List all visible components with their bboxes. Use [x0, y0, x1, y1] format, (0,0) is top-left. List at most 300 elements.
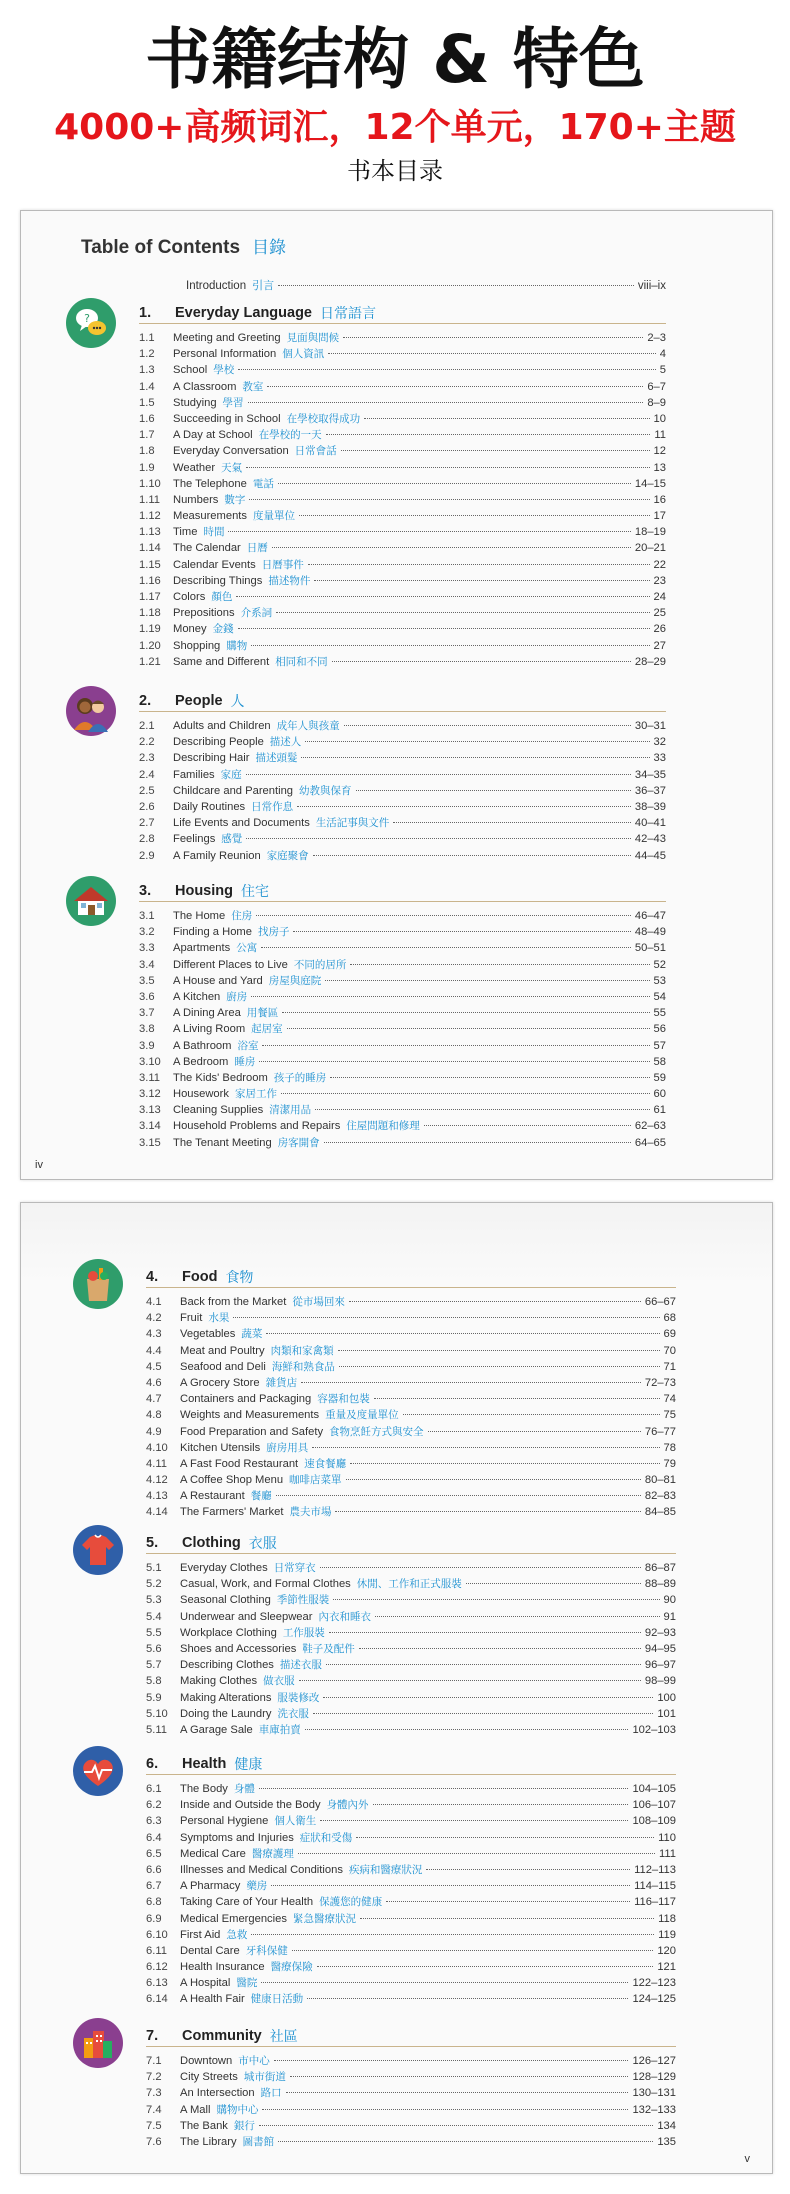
entry-title: Food Preparation and Safety	[180, 1425, 324, 1438]
entry-title: Doing the Laundry	[180, 1707, 272, 1720]
entry-number: 6.2	[146, 1799, 162, 1812]
entry-title: Medical Emergencies	[180, 1912, 287, 1925]
leader-dots	[428, 1431, 641, 1432]
entry-number: 5.11	[146, 1723, 167, 1736]
entry-number: 2.4	[139, 768, 155, 781]
entry-number: 4.14	[146, 1506, 168, 1519]
entry-title-zh: 描述衣服	[279, 1659, 322, 1672]
entry-number: 5.5	[146, 1626, 162, 1639]
entry-title-zh: 市中心	[238, 2055, 270, 2067]
entry-number: 3.11	[139, 1071, 160, 1084]
entry-number: 6.1	[146, 1783, 162, 1795]
leader-dots	[375, 1616, 660, 1617]
toc-entry[interactable]	[146, 1927, 676, 1943]
toc-entry[interactable]	[146, 1797, 676, 1813]
entry-pages: 56	[653, 1023, 666, 1036]
toc-entry[interactable]	[146, 1673, 676, 1689]
toc-entry[interactable]	[146, 1472, 676, 1488]
entry-title: Fruit	[180, 1312, 203, 1325]
toc-entry[interactable]	[146, 1391, 676, 1407]
entry-pages: 6–7	[647, 380, 666, 393]
entry-pages: 46–47	[634, 910, 666, 922]
toc-entry[interactable]	[139, 443, 666, 459]
toc-entry[interactable]	[146, 2118, 676, 2134]
leader-dots	[249, 499, 649, 500]
toc-entry[interactable]	[146, 1424, 676, 1440]
entry-title: A Coffee Shop Menu	[180, 1474, 284, 1487]
toc-entry[interactable]	[146, 1440, 676, 1456]
entry-title: The Calendar	[173, 542, 241, 555]
entry-title: Downtown	[180, 2055, 233, 2067]
toc-entry[interactable]	[139, 638, 666, 654]
toc-entry[interactable]	[139, 395, 666, 411]
entry-pages: 22	[653, 558, 666, 571]
toc-entry[interactable]	[146, 2134, 676, 2150]
entry-pages: 28–29	[634, 655, 666, 668]
toc-entry[interactable]	[146, 1641, 676, 1657]
entry-title: Life Events and Documents	[173, 817, 310, 830]
toc-entry[interactable]	[146, 1657, 676, 1673]
entry-pages: 20–21	[634, 542, 666, 555]
entry-title-zh: 在學校取得成功	[286, 412, 361, 425]
toc-entry[interactable]	[146, 2053, 676, 2069]
entry-pages: 112–113	[634, 1863, 676, 1876]
toc-entry[interactable]	[146, 1359, 676, 1375]
entry-title: Same and Different	[173, 655, 270, 668]
toc-entry[interactable]	[146, 1407, 676, 1423]
toc-entry[interactable]	[139, 492, 666, 508]
section-heading	[146, 1754, 676, 1775]
entry-number: 3.14	[139, 1120, 161, 1133]
entry-title-zh: 圖書館	[242, 2135, 275, 2148]
entry-title-zh: 咖啡店菜單	[289, 1474, 342, 1487]
toc-entry[interactable]	[139, 783, 666, 799]
toc-entry[interactable]	[139, 750, 666, 766]
toc-entry[interactable]	[146, 1592, 676, 1608]
toc-entry[interactable]	[139, 476, 666, 492]
entry-title-zh: 休閒、工作和正式服裝	[356, 1578, 462, 1591]
entry-title: Health Insurance	[180, 1961, 265, 1974]
city-buildings-icon	[73, 2018, 123, 2068]
entry-title-zh: 購物	[226, 639, 248, 652]
toc-entry[interactable]	[146, 1310, 676, 1326]
entry-number: 3.9	[139, 1039, 155, 1052]
toc-entry[interactable]	[139, 1021, 666, 1037]
entry-number: 5.10	[146, 1707, 168, 1720]
entry-pages: 5	[659, 364, 666, 377]
entry-number: 4.1	[146, 1296, 162, 1308]
toc-entry[interactable]	[146, 1943, 676, 1959]
shirt-icon	[73, 1525, 123, 1575]
toc-entry[interactable]	[139, 1086, 666, 1102]
entry-number: 5.6	[146, 1642, 162, 1655]
toc-entry[interactable]	[139, 957, 666, 973]
entry-pages: 27	[653, 639, 666, 652]
entry-pages: 48–49	[634, 926, 666, 939]
entry-title: Everyday Clothes	[180, 1562, 268, 1574]
toc-entry[interactable]	[139, 589, 666, 605]
entry-title-zh: 日曆事件	[261, 558, 304, 571]
toc-entry[interactable]	[146, 1975, 676, 1991]
banner-subtitle: 4000+高频词汇，12个单元，170+主题	[54, 107, 736, 148]
entry-pages: 98–99	[644, 1675, 676, 1688]
entry-title: Describing Things	[173, 574, 263, 587]
entry-number: 1.15	[139, 558, 161, 571]
leader-dots	[338, 1350, 660, 1351]
entry-pages: 108–109	[632, 1815, 676, 1828]
toc-entry[interactable]	[139, 924, 666, 940]
entry-title-zh: 公寓	[236, 942, 258, 955]
entry-title: A Dining Area	[173, 1007, 241, 1020]
entry-pages: 30–31	[634, 720, 666, 732]
leader-dots	[326, 434, 651, 435]
toc-entry[interactable]	[139, 989, 666, 1005]
entry-title: Studying	[173, 396, 217, 409]
toc-entry[interactable]	[139, 718, 666, 734]
toc-entry[interactable]	[146, 1576, 676, 1592]
entry-title-zh: 內衣和睡衣	[318, 1610, 371, 1623]
entry-title-zh: 時間	[203, 526, 225, 539]
entry-title-zh: 購物中心	[216, 2103, 259, 2116]
toc-entry[interactable]	[146, 1609, 676, 1625]
leader-dots	[276, 1495, 641, 1496]
toc-entry[interactable]	[139, 540, 666, 556]
entry-title-zh: 車庫拍賣	[258, 1723, 301, 1736]
entry-title: Describing Hair	[173, 752, 250, 765]
toc-entry[interactable]	[146, 1846, 676, 1862]
toc-entry[interactable]	[139, 346, 666, 362]
toc-entry[interactable]	[139, 940, 666, 956]
leader-dots	[350, 1463, 659, 1464]
toc-entry[interactable]	[139, 654, 666, 670]
toc-entry[interactable]	[146, 1722, 676, 1738]
entry-pages: 116–117	[634, 1896, 676, 1909]
entry-number: 6.5	[146, 1847, 162, 1860]
toc-entry[interactable]	[139, 379, 666, 395]
toc-entry[interactable]	[146, 1959, 676, 1975]
entry-title: A Classroom	[173, 380, 237, 393]
entry-number: 2.9	[139, 849, 155, 862]
leader-dots	[426, 1869, 630, 1870]
leader-dots	[251, 1934, 654, 1935]
entry-title-zh: 個人衛生	[274, 1815, 317, 1828]
leader-dots	[313, 855, 631, 856]
entry-number: 3.7	[139, 1007, 155, 1020]
leader-dots	[335, 1511, 640, 1512]
entry-title: Money	[173, 623, 207, 636]
entry-title-zh: 健康日活動	[250, 1993, 304, 2006]
entry-pages: 13	[653, 461, 666, 474]
section-title: Health	[182, 1756, 227, 1772]
entry-pages: 66–67	[644, 1296, 676, 1308]
entry-pages: 102–103	[632, 1723, 676, 1736]
entry-title: Containers and Packaging	[180, 1393, 312, 1406]
people-icon	[66, 686, 116, 736]
entry-number: 2.7	[139, 817, 155, 830]
entry-number: 2.8	[139, 833, 155, 846]
entry-title: Inside and Outside the Body	[180, 1799, 321, 1812]
entry-pages: 91	[663, 1610, 676, 1623]
toc-entry[interactable]	[139, 1054, 666, 1070]
entry-pages: 32	[653, 736, 666, 749]
entry-number: 6.6	[146, 1863, 162, 1876]
entry-list	[139, 330, 666, 670]
toc-entry[interactable]	[139, 460, 666, 476]
entry-title: Cleaning Supplies	[173, 1104, 264, 1117]
intro-entry	[186, 277, 666, 293]
entry-pages: 64–65	[634, 1136, 666, 1149]
toc-entry[interactable]	[139, 815, 666, 831]
entry-number: 6.13	[146, 1977, 168, 1990]
entry-title-zh: 洗衣服	[277, 1707, 309, 1720]
entry-title-zh: 重量及度量單位	[325, 1409, 399, 1422]
entry-number: 3.8	[139, 1023, 155, 1036]
toc-entry[interactable]	[146, 1894, 676, 1910]
entry-number: 4.5	[146, 1360, 162, 1373]
entry-number: 1.5	[139, 396, 155, 409]
entry-title-zh: 雜貨店	[265, 1376, 298, 1389]
entry-title-zh: 見面與問候	[286, 332, 340, 344]
grocery-bag-icon	[73, 1259, 123, 1309]
entry-pages: 118	[658, 1912, 676, 1925]
toc-title-en: Table of Contents	[81, 237, 241, 258]
toc-entry[interactable]	[139, 524, 666, 540]
entry-number: 3.2	[139, 926, 155, 939]
toc-entry[interactable]	[146, 1690, 676, 1706]
toc-entry[interactable]	[146, 1813, 676, 1829]
entry-title: Seasonal Clothing	[180, 1594, 271, 1607]
entry-title-zh: 在學校的一天	[258, 429, 322, 442]
entry-pages: 38–39	[634, 800, 666, 813]
entry-title-zh: 睡房	[234, 1055, 256, 1068]
entry-pages: 55	[653, 1007, 666, 1020]
entry-title: The Kids' Bedroom	[173, 1071, 268, 1084]
entry-title: Making Alterations	[180, 1691, 272, 1704]
toc-entry[interactable]	[146, 1862, 676, 1878]
entry-title-zh: 容器和包裝	[317, 1393, 370, 1406]
entry-pages: 104–105	[632, 1783, 676, 1795]
entry-number: 6.14	[146, 1993, 168, 2006]
toc-title-zh: 目錄	[252, 238, 287, 258]
toc-entry[interactable]	[139, 908, 666, 924]
entry-number: 6.4	[146, 1831, 162, 1844]
toc-entry[interactable]	[139, 1005, 666, 1021]
entry-pages: 16	[653, 493, 666, 506]
entry-title-zh: 醫院	[236, 1977, 258, 1990]
section-title: People	[175, 693, 223, 709]
entry-number: 3.12	[139, 1088, 161, 1101]
entry-number: 1.21	[139, 655, 161, 668]
leader-dots	[301, 1382, 641, 1383]
entry-title: Feelings	[173, 833, 216, 846]
leader-dots	[233, 1317, 659, 1318]
leader-dots	[287, 1028, 650, 1029]
entry-pages: 86–87	[644, 1562, 676, 1574]
leader-dots	[290, 2076, 629, 2077]
entry-title-zh: 廚房用具	[266, 1441, 309, 1454]
entry-title-zh: 孩子的睡房	[273, 1071, 327, 1084]
toc-entry[interactable]	[139, 1038, 666, 1054]
entry-title-zh: 用餐區	[246, 1007, 279, 1020]
entry-pages: 61	[653, 1104, 666, 1117]
entry-number: 1.14	[139, 542, 161, 555]
leader-dots	[356, 1837, 654, 1838]
entry-pages: 14–15	[634, 477, 666, 490]
entry-number: 1.7	[139, 429, 155, 442]
entry-pages: 60	[653, 1088, 666, 1101]
entry-number: 6.10	[146, 1928, 168, 1941]
entry-title: The Tenant Meeting	[173, 1136, 272, 1149]
leader-dots	[349, 1301, 641, 1302]
toc-entry[interactable]	[146, 1878, 676, 1894]
entry-title: Casual, Work, and Formal Clothes	[180, 1578, 351, 1591]
toc-entry[interactable]	[146, 2102, 676, 2118]
toc-entry[interactable]	[139, 362, 666, 378]
entry-title-zh: 日常會話	[294, 445, 337, 458]
toc-entry[interactable]	[146, 1911, 676, 1927]
leader-dots	[278, 285, 634, 286]
entry-title: The Home	[173, 910, 226, 922]
entry-title: City Streets	[180, 2071, 238, 2084]
toc-entry[interactable]	[146, 1375, 676, 1391]
toc-entry[interactable]	[146, 1326, 676, 1342]
toc-entry[interactable]	[139, 1070, 666, 1086]
intro-label: Introduction	[186, 280, 247, 292]
toc-entry[interactable]	[139, 848, 666, 864]
toc-entry[interactable]	[146, 1560, 676, 1576]
entry-pages: 36–37	[634, 784, 666, 797]
section-title-zh: 社區	[269, 2029, 298, 2045]
entry-number: 1.18	[139, 607, 161, 620]
entry-number: 7.4	[146, 2103, 162, 2116]
leader-dots	[314, 580, 649, 581]
entry-title: A Family Reunion	[173, 849, 261, 862]
entry-title-zh: 學校	[213, 364, 235, 377]
entry-number: 1.9	[139, 461, 155, 474]
leader-dots	[286, 2092, 629, 2093]
entry-title-zh: 緊急醫療狀況	[292, 1912, 356, 1925]
section-number: 6.	[146, 1756, 159, 1772]
toc-entry[interactable]	[146, 2069, 676, 2085]
entry-title-zh: 成年人與孩童	[276, 720, 340, 732]
toc-entry[interactable]	[146, 1991, 676, 2007]
leader-dots	[393, 822, 631, 823]
leader-dots	[259, 1788, 629, 1789]
entry-title-zh: 家居工作	[234, 1088, 277, 1101]
entry-title: Workplace Clothing	[180, 1626, 277, 1639]
entry-title: Adults and Children	[173, 720, 271, 732]
toc-entry[interactable]	[146, 1456, 676, 1472]
entry-title-zh: 清潔用品	[269, 1104, 312, 1117]
entry-number: 7.1	[146, 2055, 162, 2067]
toc-entry[interactable]	[139, 557, 666, 573]
entry-title: The Library	[180, 2135, 237, 2148]
entry-title-zh: 感覺	[221, 833, 243, 846]
toc-entry[interactable]	[146, 1830, 676, 1846]
leader-dots	[298, 1853, 655, 1854]
entry-title: Childcare and Parenting	[173, 784, 294, 797]
toc-entry[interactable]	[139, 508, 666, 524]
entry-title: Numbers	[173, 493, 219, 506]
toc-entry[interactable]	[139, 734, 666, 750]
toc-entry[interactable]	[139, 831, 666, 847]
leader-dots	[238, 628, 650, 629]
entry-title-zh: 日曆	[246, 542, 268, 555]
leader-dots	[326, 1664, 641, 1665]
toc-entry[interactable]	[139, 767, 666, 783]
banner-title: 书籍结构 & 特色	[145, 21, 645, 98]
toc-entry[interactable]	[146, 1343, 676, 1359]
leader-dots	[341, 450, 650, 451]
entry-number: 7.3	[146, 2087, 162, 2100]
entry-title: Illnesses and Medical Conditions	[180, 1863, 343, 1876]
entry-title-zh: 數字	[224, 493, 246, 506]
toc-entry[interactable]	[146, 1625, 676, 1641]
leader-dots	[325, 980, 649, 981]
toc-title	[81, 233, 286, 259]
entry-title: Weather	[173, 461, 216, 474]
entry-title-zh: 日常穿衣	[273, 1562, 316, 1574]
toc-entry[interactable]	[139, 1102, 666, 1118]
section-heading	[139, 691, 666, 712]
toc-entry[interactable]	[146, 1781, 676, 1797]
toc-entry[interactable]	[146, 1504, 676, 1520]
leader-dots	[278, 2141, 653, 2142]
leader-dots	[324, 1142, 631, 1143]
entry-title: Measurements	[173, 510, 247, 523]
banner-caption: 书本目录	[347, 157, 443, 185]
leader-dots	[259, 2125, 653, 2126]
entry-title: Medical Care	[180, 1847, 246, 1860]
entry-title-zh: 食物烹飪方式與安全	[329, 1425, 424, 1438]
leader-dots	[424, 1125, 631, 1126]
entry-pages: 106–107	[632, 1799, 676, 1812]
toc-entry[interactable]	[139, 799, 666, 815]
toc-entry[interactable]	[139, 330, 666, 346]
toc-entry[interactable]	[139, 427, 666, 443]
entry-title: The Farmers' Market	[180, 1506, 284, 1519]
entry-title: Underwear and Sleepwear	[180, 1610, 313, 1623]
entry-title-zh: 房客開會	[277, 1136, 320, 1149]
entry-title: A Health Fair	[180, 1993, 245, 2006]
toc-entry[interactable]	[139, 1135, 666, 1151]
toc-entry[interactable]	[139, 1118, 666, 1134]
toc-entry[interactable]	[139, 411, 666, 427]
leader-dots	[308, 564, 650, 565]
header	[0, 0, 790, 188]
entry-title-zh: 天氣	[221, 461, 243, 474]
entry-title: Back from the Market	[180, 1296, 287, 1308]
leader-dots	[344, 725, 631, 726]
entry-pages: 76–77	[644, 1425, 676, 1438]
leader-dots	[246, 838, 631, 839]
entry-title: Describing People	[173, 736, 264, 749]
toc-entry[interactable]	[139, 621, 666, 637]
toc-entry[interactable]	[139, 605, 666, 621]
entry-number: 1.13	[139, 526, 161, 539]
entry-pages: 40–41	[634, 817, 666, 830]
section-title-zh: 日常語言	[320, 306, 376, 322]
leader-dots	[299, 1680, 641, 1681]
entry-title: Finding a Home	[173, 926, 252, 939]
toc-entry[interactable]	[146, 1706, 676, 1722]
entry-title-zh: 電話	[252, 477, 274, 490]
toc-entry[interactable]	[139, 973, 666, 989]
toc-entry[interactable]	[146, 1488, 676, 1504]
toc-entry[interactable]	[146, 1294, 676, 1310]
toc-entry[interactable]	[139, 573, 666, 589]
toc-entry[interactable]	[146, 2085, 676, 2101]
